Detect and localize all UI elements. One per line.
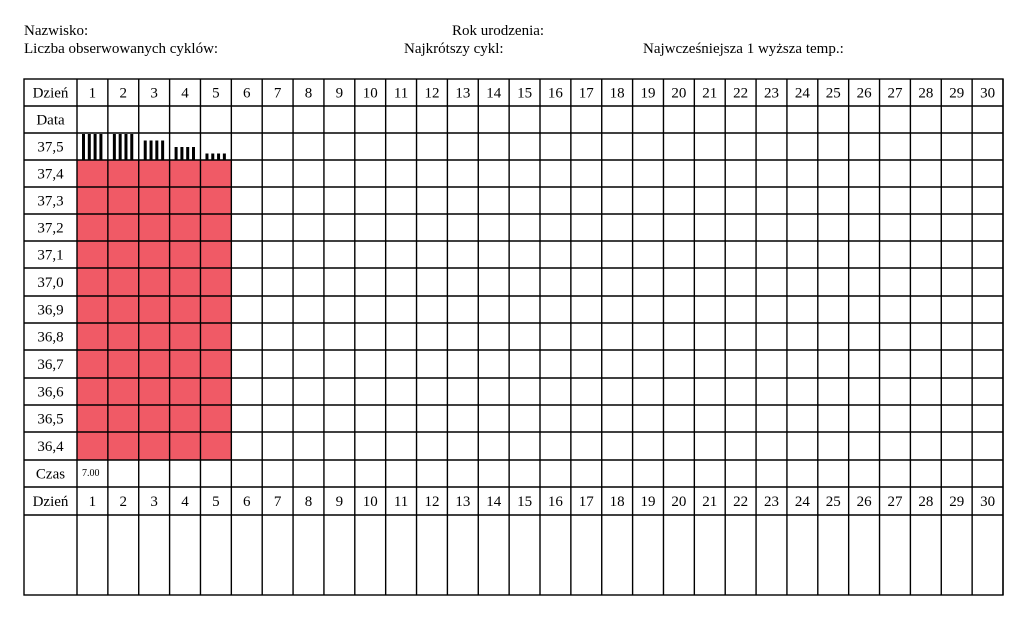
bleeding-bar-day-5 xyxy=(205,154,208,161)
day-number-bottom: 22 xyxy=(733,494,749,510)
day-number: 14 xyxy=(486,85,502,102)
day-number-bottom: 11 xyxy=(393,494,409,510)
day-number-bottom: 15 xyxy=(517,494,533,510)
day-number-bottom: 23 xyxy=(764,494,779,510)
day-number: 26 xyxy=(856,85,872,102)
day-number: 5 xyxy=(212,85,220,102)
day-number: 7 xyxy=(273,85,282,102)
day-number-bottom: 20 xyxy=(671,494,687,510)
day-number-bottom: 30 xyxy=(980,494,996,510)
day-number-bottom: 2 xyxy=(119,494,128,510)
day-number: 24 xyxy=(794,85,810,102)
day-number: 3 xyxy=(150,85,158,102)
day-number: 16 xyxy=(547,85,563,102)
bleeding-bar-day-4 xyxy=(180,147,183,160)
temperature-label: 37,0 xyxy=(37,275,64,291)
day-number: 12 xyxy=(424,85,440,102)
day-number: 25 xyxy=(825,85,841,102)
day-number-bottom: 25 xyxy=(825,494,841,510)
day-number: 8 xyxy=(304,85,313,102)
day-number-bottom: 1 xyxy=(88,494,97,510)
day-number: 30 xyxy=(980,85,996,102)
day-number-bottom: 13 xyxy=(455,494,471,510)
day-number-bottom: 29 xyxy=(949,494,965,510)
menstruation-cell-day-3 xyxy=(139,160,170,460)
temperature-label: 37,4 xyxy=(37,166,64,183)
temperature-label: 37,2 xyxy=(37,220,64,237)
day-number-bottom: 10 xyxy=(362,494,378,510)
day-number: 17 xyxy=(578,85,594,102)
bleeding-bar-day-5 xyxy=(223,154,226,161)
menstruation-cell-day-5 xyxy=(200,160,231,460)
day-number: 22 xyxy=(733,85,749,102)
time-value-day-1: 7.00 xyxy=(82,468,100,479)
day-number: 27 xyxy=(887,85,903,102)
day-number-bottom: 21 xyxy=(702,494,718,510)
bleeding-bar-day-4 xyxy=(186,147,189,160)
day-number-bottom: 27 xyxy=(887,494,903,510)
temperature-label: 36,5 xyxy=(37,411,64,428)
bleeding-bar-day-2 xyxy=(113,134,116,160)
day-number: 2 xyxy=(119,85,128,102)
day-number: 28 xyxy=(918,85,934,102)
day-number-bottom: 26 xyxy=(856,494,872,510)
day-number: 23 xyxy=(764,85,779,102)
bleeding-bar-day-5 xyxy=(211,154,214,161)
day-number: 1 xyxy=(88,85,97,102)
day-number-bottom: 18 xyxy=(609,494,625,510)
bleeding-bar-day-2 xyxy=(130,134,133,160)
day-number: 13 xyxy=(455,85,471,102)
day-number: 6 xyxy=(243,85,251,102)
birth-year-label: Rok urodzenia: xyxy=(452,23,545,39)
time-row-label: Czas xyxy=(35,466,66,483)
day-number: 4 xyxy=(181,85,189,102)
observed-cycles-label: Liczba obserwowanych cyklów: xyxy=(24,41,219,57)
day-number-bottom: 28 xyxy=(918,494,934,510)
bleeding-bar-day-3 xyxy=(155,141,158,161)
bleeding-bar-day-3 xyxy=(144,141,147,161)
bleeding-bar-day-2 xyxy=(119,134,122,160)
day-number-bottom: 16 xyxy=(547,494,563,510)
temperature-label: 37,3 xyxy=(37,193,64,210)
menstruation-cell-day-1 xyxy=(77,160,108,460)
day-row-label-bottom: Dzień xyxy=(32,494,69,510)
day-number: 10 xyxy=(362,85,378,102)
day-number-bottom: 7 xyxy=(273,494,282,510)
day-number-bottom: 6 xyxy=(243,494,251,510)
temperature-label: 36,8 xyxy=(37,329,64,346)
day-number-bottom: 8 xyxy=(304,494,313,510)
day-number: 15 xyxy=(517,85,533,102)
day-number: 18 xyxy=(609,85,625,102)
shortest-cycle-label: Najkrótszy cykl: xyxy=(404,41,504,57)
bleeding-bar-day-3 xyxy=(161,141,164,161)
menstruation-cell-day-2 xyxy=(108,160,139,460)
day-number: 20 xyxy=(671,85,687,102)
day-number: 21 xyxy=(702,85,718,102)
date-row-label: Data xyxy=(36,112,65,129)
bleeding-bar-day-1 xyxy=(82,134,85,160)
day-number-bottom: 5 xyxy=(212,494,220,510)
earliest-higher-temp-label: Najwcześniejsza 1 wyższa temp.: xyxy=(643,41,844,57)
bleeding-bar-day-1 xyxy=(99,134,102,160)
bleeding-bar-day-3 xyxy=(150,141,153,161)
bleeding-bar-day-4 xyxy=(192,147,195,160)
bleeding-bar-day-5 xyxy=(217,154,220,161)
day-number-bottom: 3 xyxy=(150,494,158,510)
temperature-label: 37,5 xyxy=(37,139,64,156)
day-number-bottom: 14 xyxy=(486,494,502,510)
temperature-label: 36,9 xyxy=(37,302,64,319)
day-row-label: Dzień xyxy=(32,85,69,102)
temperature-label: 36,6 xyxy=(37,384,64,401)
day-number: 11 xyxy=(393,85,409,102)
day-number-bottom: 17 xyxy=(578,494,594,510)
menstruation-cell-day-4 xyxy=(170,160,201,460)
name-label: Nazwisko: xyxy=(24,23,89,39)
temperature-label: 37,1 xyxy=(37,247,64,264)
temperature-label: 36,4 xyxy=(37,439,64,455)
bleeding-bar-day-2 xyxy=(124,134,127,160)
day-number: 29 xyxy=(949,85,965,102)
day-number-bottom: 9 xyxy=(335,494,344,510)
day-number-bottom: 4 xyxy=(181,494,189,510)
temperature-label: 36,7 xyxy=(37,357,64,373)
day-number-bottom: 24 xyxy=(794,494,810,510)
day-number-bottom: 19 xyxy=(640,494,656,510)
day-number-bottom: 12 xyxy=(424,494,440,510)
bleeding-bar-day-1 xyxy=(88,134,91,160)
bleeding-bar-day-4 xyxy=(175,147,178,160)
bleeding-bar-day-1 xyxy=(94,134,97,160)
day-number: 19 xyxy=(640,85,656,102)
day-number: 9 xyxy=(335,85,344,102)
